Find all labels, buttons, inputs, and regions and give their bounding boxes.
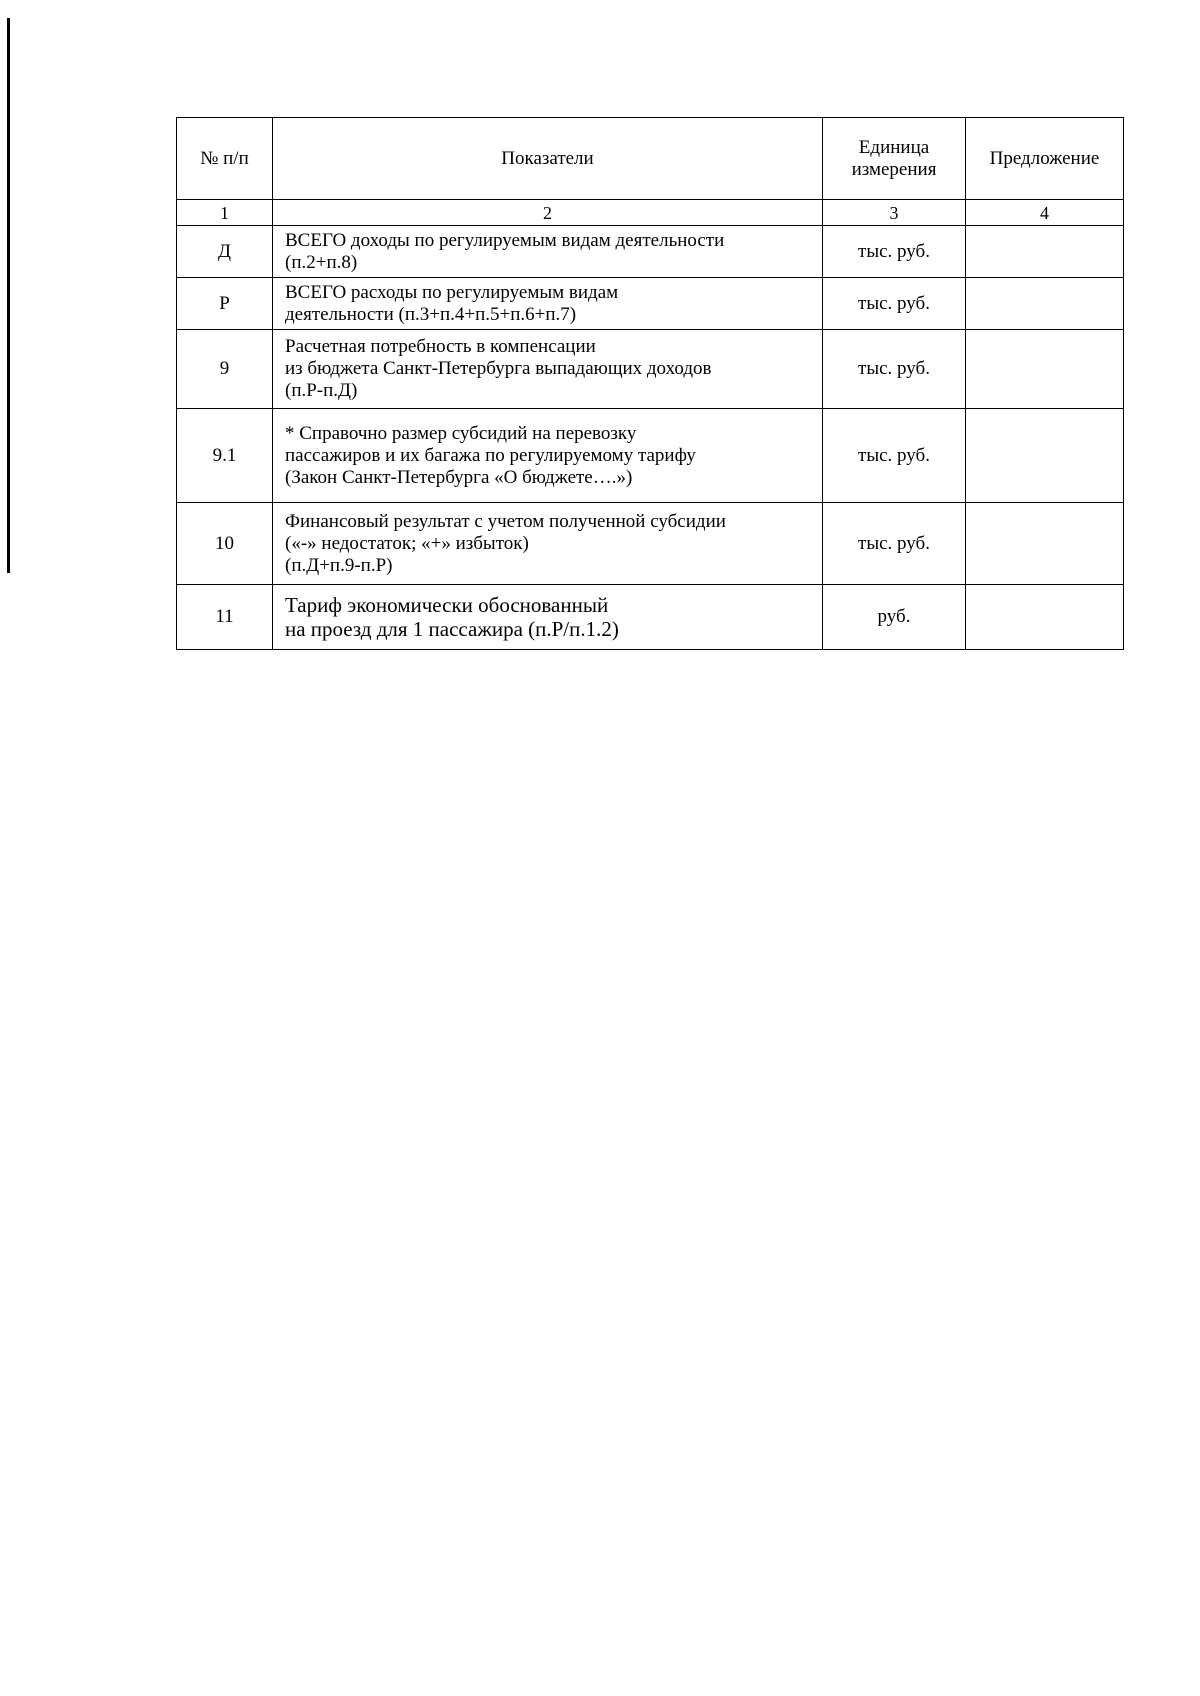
row-num: 9.1: [177, 409, 273, 503]
row-num: 10: [177, 503, 273, 585]
row-unit: тыс. руб.: [823, 226, 966, 278]
row-proposal: [966, 585, 1124, 650]
column-number: 3: [823, 200, 966, 226]
row-num: Д: [177, 226, 273, 278]
row-proposal: [966, 409, 1124, 503]
row-unit: тыс. руб.: [823, 278, 966, 330]
header-unit: Единица измерения: [823, 118, 966, 200]
row-proposal: [966, 503, 1124, 585]
header-indicators: Показатели: [273, 118, 823, 200]
column-number: 2: [273, 200, 823, 226]
row-proposal: [966, 226, 1124, 278]
row-num: 9: [177, 330, 273, 409]
table-header-row: [177, 118, 1124, 200]
left-margin-line: [7, 18, 10, 573]
row-unit: тыс. руб.: [823, 330, 966, 409]
row-num: Р: [177, 278, 273, 330]
row-indicator: ВСЕГО расходы по регулируемым видам деятельности (п.3+п.4+п.5+п.6+п.7): [273, 278, 823, 330]
row-indicator: * Справочно размер субсидий на перевозку пассажиров и их багажа по регулируемому тарифу (Закон Санкт-Петербурга «О бюджете….»): [273, 409, 823, 503]
row-unit: руб.: [823, 585, 966, 650]
header-num: № п/п: [177, 118, 273, 200]
row-indicator: Тариф экономически обоснованный на проезд для 1 пассажира (п.Р/п.1.2): [273, 585, 823, 650]
table-row: [177, 503, 1124, 585]
table-row: [177, 278, 1124, 330]
row-unit: тыс. руб.: [823, 503, 966, 585]
row-proposal: [966, 330, 1124, 409]
table-row: [177, 409, 1124, 503]
table-row: [177, 330, 1124, 409]
row-unit: тыс. руб.: [823, 409, 966, 503]
row-indicator: Расчетная потребность в компенсации из бюджета Санкт-Петербурга выпадающих доходов (п.Р-п.Д): [273, 330, 823, 409]
indicators-table: [176, 117, 1124, 650]
row-indicator: Финансовый результат с учетом полученной субсидии («-» недостаток; «+» избыток) (п.Д+п.9-п.Р): [273, 503, 823, 585]
row-proposal: [966, 278, 1124, 330]
row-indicator: ВСЕГО доходы по регулируемым видам деятельности (п.2+п.8): [273, 226, 823, 278]
table-row: [177, 226, 1124, 278]
table-row: [177, 585, 1124, 650]
column-number-row: [177, 200, 1124, 226]
header-proposal: Предложение: [966, 118, 1124, 200]
column-number: 4: [966, 200, 1124, 226]
row-num: 11: [177, 585, 273, 650]
column-number: 1: [177, 200, 273, 226]
